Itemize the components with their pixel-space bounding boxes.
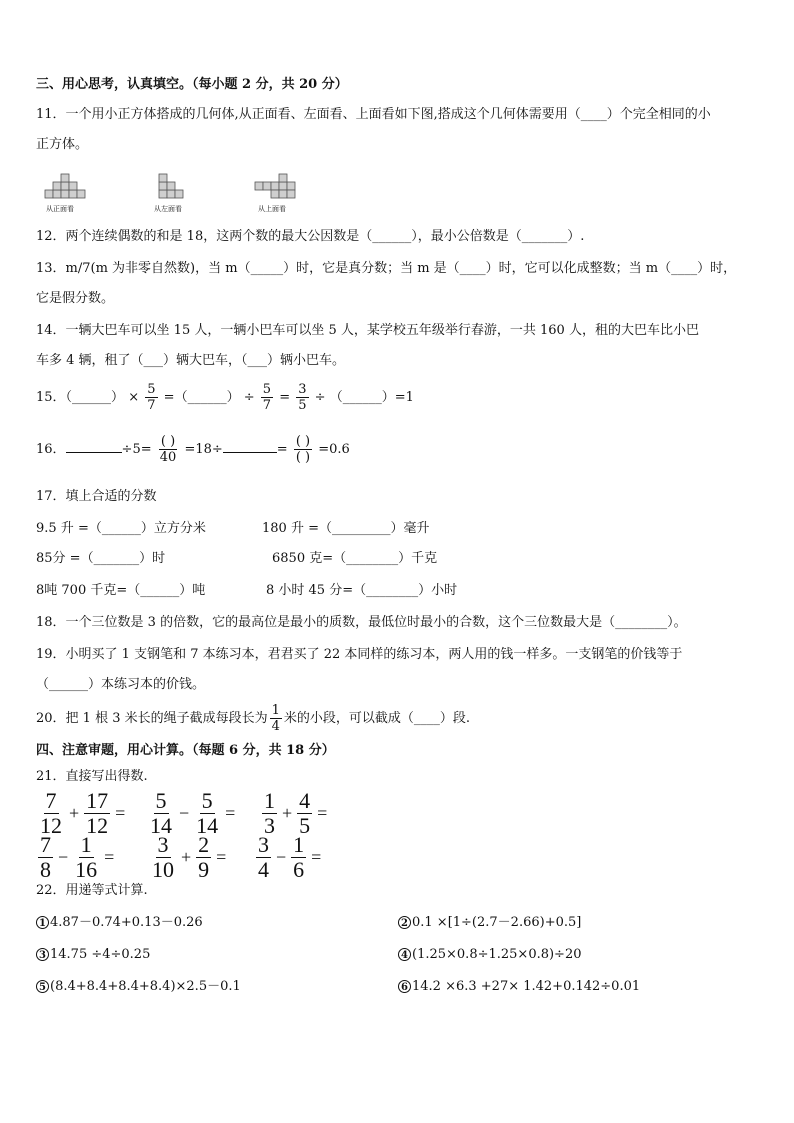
- q22-item-4: 4 (1.25×0.8÷1.25×0.8)÷20: [398, 946, 582, 964]
- q21-expr-6: $\frac{3}{4}$ − $\frac{1}{6}$ =: [258, 832, 322, 882]
- q15-fraction-3: $\frac{3}{5}$: [298, 382, 307, 413]
- q20-text: 20．把 1 根 3 米长的绳子截成每段长为 $\frac{1}{4}$ 米的小段，可以截成（____）段.: [36, 703, 471, 734]
- q16-equation: 16． ÷5= $\frac{( )}{40}$ =18÷ = $\frac{( )}{( )}$ =0.6: [36, 434, 350, 465]
- q19-line-2: （______）本练习本的价钱。: [36, 677, 206, 692]
- q16-blank-2: [223, 439, 277, 453]
- left-view-caption: 从左面看: [154, 205, 182, 213]
- q21-expr-5: $\frac{3}{10}$ + $\frac{2}{9}$ =: [152, 832, 227, 882]
- q21-expr-4: $\frac{7}{8}$ − $\frac{1}{16}$ =: [40, 832, 115, 882]
- front-view-caption: 从正面看: [46, 205, 74, 213]
- top-view-figure: [254, 170, 296, 213]
- q11-three-views: [44, 170, 344, 214]
- q17-title: 17．填上合适的分数: [36, 489, 157, 504]
- section-4-heading: 四、注意审题，用心计算。（每题 6 分，共 18 分）: [36, 743, 335, 758]
- q12-text: 12．两个连续偶数的和是 18，这两个数的最大公因数是（______），最小公倍数是（_______）.: [36, 229, 585, 244]
- q21-expr-2: $\frac{5}{14}$ − $\frac{5}{14}$ =: [150, 788, 236, 838]
- q16-fraction-1: $\frac{( )}{40}$: [159, 434, 177, 465]
- q13-line-1: 13．m/7(m 为非零自然数)，当 m（_____）时，它是真分数；当 m 是（____）时，它可以化成整数；当 m（____）时，: [36, 261, 737, 276]
- top-view-caption: 从上面看: [258, 205, 286, 213]
- q15-fraction-2: $\frac{5}{7}$: [262, 382, 272, 413]
- left-view-figure: [154, 170, 184, 213]
- q15-fraction-1: $\frac{5}{7}$: [147, 382, 156, 413]
- q17-item-5: 8吨 700 千克=（______）吨: [36, 583, 206, 598]
- q22-item-1: 1 4.87－0.74+0.13－0.26: [36, 914, 203, 932]
- q22-item-2: 2 0.1 ×[1÷(2.7－2.66)+0.5]: [398, 914, 581, 932]
- q17-item-6: 8 小时 45 分=（________）小时: [266, 583, 458, 598]
- q15-equation: 15．（______） × $\frac{5}{7}$ =（______） ÷ $\frac{5}{7}$ = $\frac{3}{5}$ ÷ （______）=1: [36, 382, 414, 413]
- q22-title: 22．用递等式计算.: [36, 883, 148, 898]
- q17-item-3: 85分 =（_______）时: [36, 551, 166, 566]
- q21-expr-1: $\frac{7}{12}$ + $\frac{17}{12}$ =: [40, 788, 126, 838]
- q21-title: 21．直接写出得数.: [36, 769, 148, 784]
- q11-line-2: 正方体。: [36, 137, 89, 152]
- q22-item-3: 3 14.75 ÷4÷0.25: [36, 946, 150, 964]
- q22-item-5: 5 (8.4+8.4+8.4+8.4)×2.5－0.1: [36, 978, 241, 996]
- q20-fraction: $\frac{1}{4}$: [271, 703, 280, 734]
- q21-expr-3: $\frac{1}{3}$ + $\frac{4}{5}$ =: [264, 788, 328, 838]
- q14-line-2: 车多 4 辆，租了（___）辆大巴车，（___）辆小巴车。: [36, 353, 346, 368]
- q13-line-2: 它是假分数。: [36, 291, 115, 306]
- front-view-figure: [44, 170, 86, 213]
- q18-text: 18．一个三位数是 3 的倍数，它的最高位是最小的质数，最低位时最小的合数，这个三位数最大是（________）。: [36, 615, 687, 630]
- q15-blank-1: （______）: [65, 390, 125, 405]
- q15-blank-2: （______）: [174, 390, 240, 405]
- q16-fraction-2: $\frac{( )}{( )}$: [295, 434, 311, 465]
- section-3-heading: 三、用心思考，认真填空。（每小题 2 分，共 20 分）: [36, 77, 348, 92]
- q17-item-1: 9.5 升 =（______）立方分米: [36, 521, 206, 536]
- q14-line-1: 14．一辆大巴车可以坐 15 人，一辆小巴车可以坐 5 人，某学校五年级举行春游，一共 160 人，租的大巴车比小巴: [36, 323, 699, 338]
- q19-line-1: 19．小明买了 1 支钢笔和 7 本练习本，君君买了 22 本同样的练习本，两人用的钱一样多。一支钢笔的价钱等于: [36, 647, 683, 662]
- q16-blank-1: [66, 439, 122, 453]
- q17-item-2: 180 升 =（_________）毫升: [262, 521, 430, 536]
- q11-line-1: 11．一个用小正方体搭成的几何体,从正面看、左面看、上面看如下图,搭成这个几何体需要用（____）个完全相同的小: [36, 107, 711, 122]
- q22-item-6: 6 14.2 ×6.3 +27× 1.42+0.142÷0.01: [398, 978, 640, 996]
- q17-item-4: 6850 克=（________）千克: [272, 551, 438, 566]
- q15-blank-3: （______）: [329, 390, 395, 405]
